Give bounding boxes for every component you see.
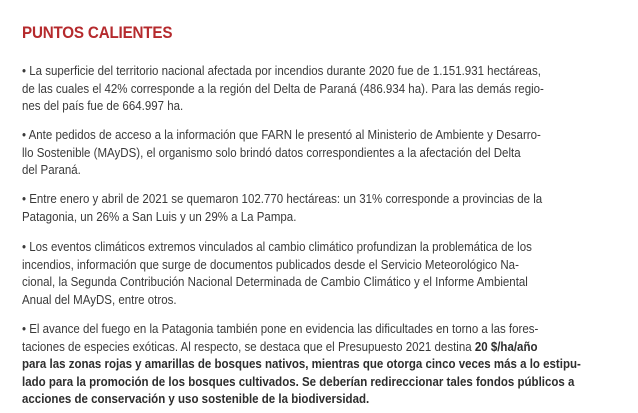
text-line: Patagonia, un 26% a San Luis y un 29% a La Pampa. [22, 208, 297, 224]
text-line: • Ante pedidos de acceso a la información que FARN le presentó al Ministerio de Ambiente y Desarro- [22, 127, 541, 142]
section-title: PUNTOS CALIENTES [22, 24, 173, 42]
bullet-point-3 [22, 190, 588, 225]
text-line [22, 338, 588, 356]
text-line: Anual del MAyDS, entre otros. [22, 291, 177, 307]
text-line: • El avance del fuego en la Patagonia también pone en evidencia las dificultades en torno a las fores- [22, 321, 539, 336]
bold-text-line: para las zonas rojas y amarillas de bosques nativos, mientras que otorga cinco veces más a lo estipu- [22, 356, 581, 372]
bold-text-line: lado para la promoción de los bosques cultivados. Se deberían redireccionar tales fondos públicos a [22, 373, 575, 389]
bold-amount: 20 $/ha/año [474, 338, 538, 354]
text-line: • La superficie del territorio nacional afectada por incendios durante 2020 fue de 1.151.931 hectáreas, [22, 63, 541, 78]
bullet-point-4 [22, 238, 588, 308]
text-line: nes del país fue de 664.997 ha. [22, 98, 184, 114]
text-segment: taciones de especies exóticas. Al respecto, se destaca que el Presupuesto 2021 destina [22, 338, 475, 354]
text-line: • Entre enero y abril de 2021 se quemaron 102.770 hectáreas: un 31% corresponde a provincias de la [22, 191, 543, 206]
text-line: • Los eventos climáticos extremos vinculados al cambio climático profundizan la problemática de los [22, 239, 532, 254]
text-line: incendios, información que surge de documentos publicados desde el Servicio Meteorológico Na- [22, 256, 519, 272]
text-line: llo Sostenible (MAyDS), el organismo solo brindó datos correspondientes a la afectación del Delta [22, 144, 521, 160]
text-line: de las cuales el 42% corresponde a la región del Delta de Paraná (486.934 ha). Para las demás regio- [22, 80, 544, 96]
bullet-point-2 [22, 126, 588, 179]
text-line: cional, la Segunda Contribución Nacional Determinada de Cambio Climático y el Informe Ambiental [22, 274, 528, 290]
text-line: del Paraná. [22, 162, 81, 178]
bold-text-line: acciones de conservación y uso sostenible de la biodiversidad. [22, 391, 370, 407]
bullet-point-1 [22, 62, 588, 115]
bullet-point-5 [22, 320, 588, 408]
